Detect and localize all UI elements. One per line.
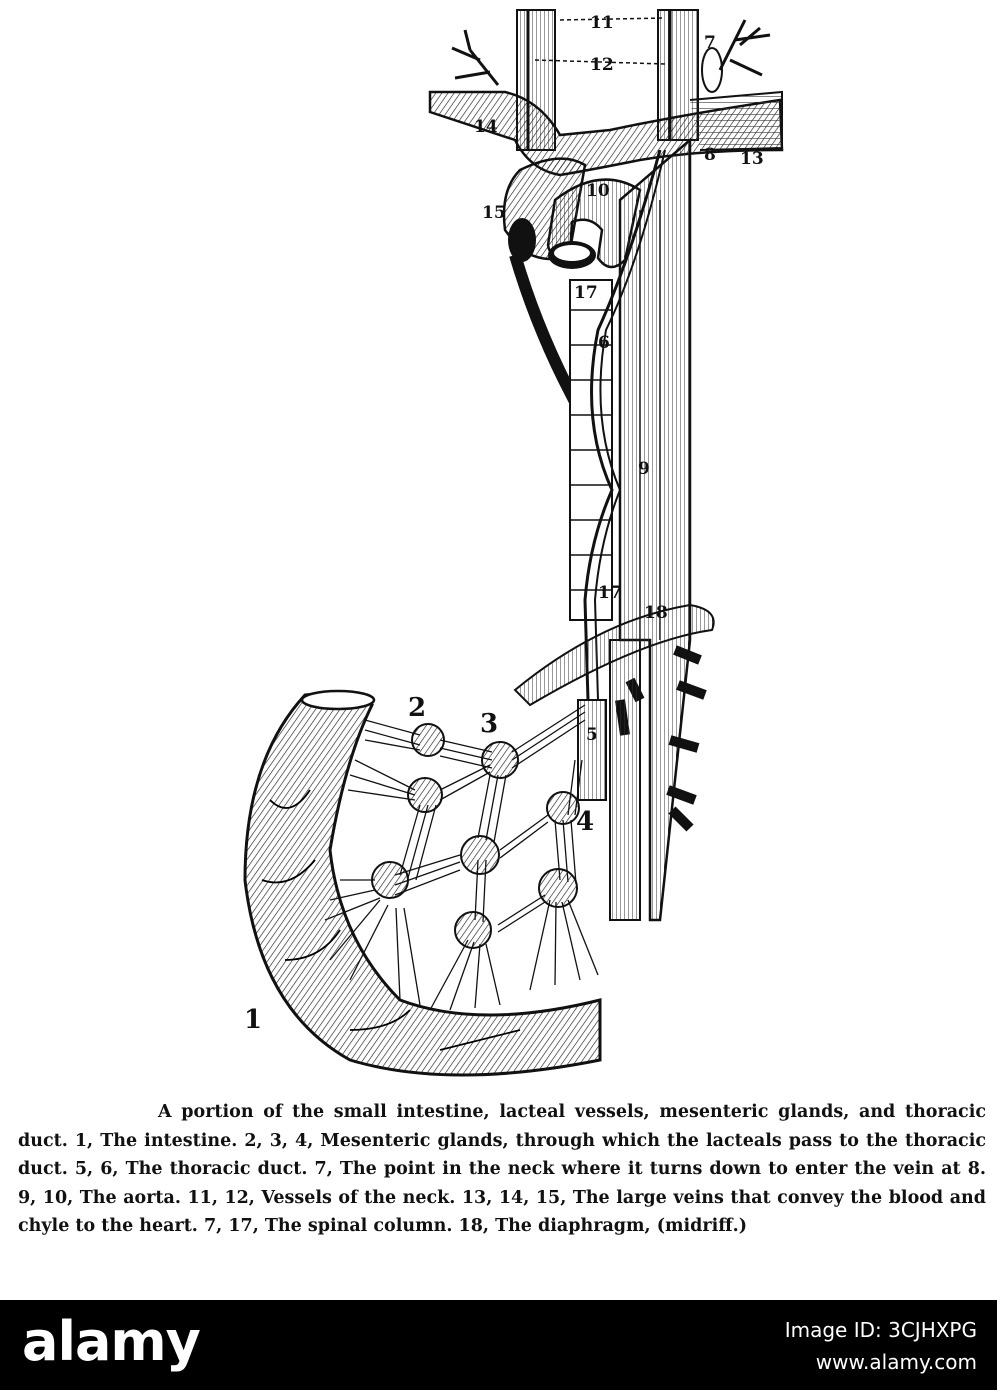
image-id-label: Image ID: 3CJHXPG [784, 1318, 977, 1342]
site-url: www.alamy.com [815, 1350, 977, 1374]
label-13: 13 [740, 149, 764, 169]
gland [412, 724, 444, 756]
label-5: 5 [586, 725, 598, 745]
descending-aorta [610, 140, 705, 920]
label-14: 14 [474, 117, 498, 137]
label-18: 18 [644, 603, 668, 623]
label-10: 10 [586, 181, 610, 201]
gland [461, 836, 499, 874]
label-8: 8 [704, 145, 716, 165]
label-15: 15 [482, 203, 506, 223]
gland [539, 869, 577, 907]
label-12: 12 [590, 55, 614, 75]
gland [482, 742, 518, 778]
label-11: 11 [590, 13, 614, 33]
gland [372, 862, 408, 898]
label-9: 9 [638, 459, 650, 479]
gland [455, 912, 491, 948]
gland [547, 792, 579, 824]
label-17-upper: 17 [574, 283, 598, 303]
label-1: 1 [244, 1005, 263, 1035]
gland [408, 778, 442, 812]
watermark-footer [0, 1300, 997, 1390]
label-3: 3 [480, 709, 499, 739]
label-17-lower: 17 [598, 583, 622, 603]
label-4: 4 [576, 807, 595, 837]
label-7: 7 [704, 33, 716, 53]
alamy-logo: alamy [22, 1310, 200, 1373]
label-2: 2 [408, 693, 427, 723]
mesenteric-glands [372, 724, 579, 948]
figure-caption: A portion of the small intestine, lacteal vessels, mesenteric glands, and thoracic duct. 1, The intestine. 2, 3, 4, Mesenteric glands, through which the lacteals pass to the thoracic duct. 5, 6, The thoracic duct. 7, The point in the neck where it turns down to enter the vein at 8. 9, 10, The aorta. 11, 12, Vessels of the neck. 13, 14, 15, The large veins that convey the blood and chyle to the heart. 7, 17, The spinal column. 18, The diaphragm, (midriff.) [18, 1102, 986, 1236]
label-6: 6 [598, 333, 610, 353]
